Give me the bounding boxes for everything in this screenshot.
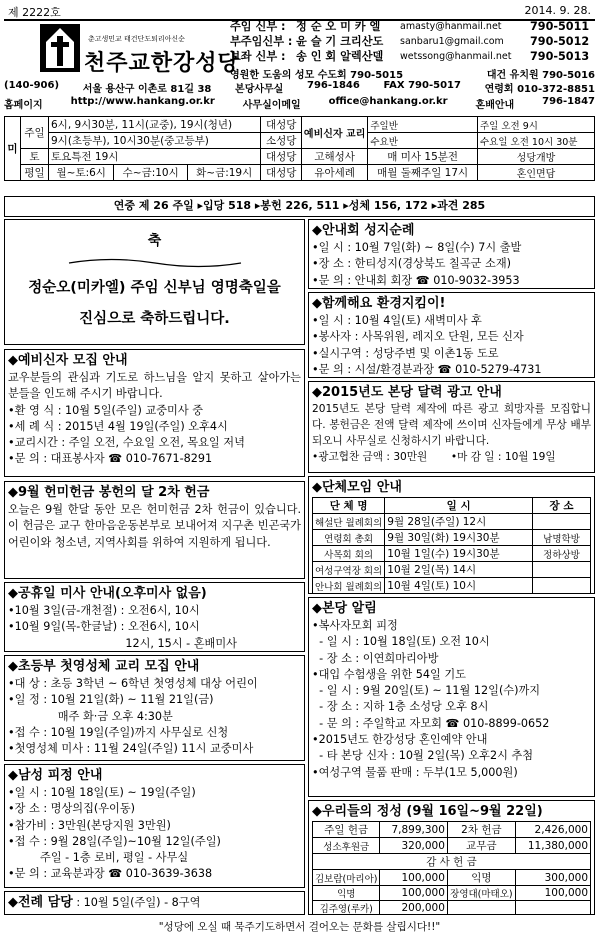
contact-line: 홈페이지 http://www.hankang.or.kr 사무실이메일 office@hankang.or.kr 혼배안내 796-1847 xyxy=(4,96,595,111)
holiday-mass-box: ◆공휴일 미사 안내(오후미사 없음) •10월 3일(금-개천절) : 오전6시, 10시 •10월 9일(목-한글날) : 오전6시, 10시 12시, 15시 - 혼배미사 xyxy=(4,582,305,652)
issue-number: 제 2222호 xyxy=(8,6,61,19)
environment-box: ◆함께해요 환경지킴이! •일 시 : 10월 4일(토) 새벽미사 후 •봉사자 : 사목위원, 레지오 단원, 모든 신자 •실시구역 : 성당주변 및 이촌1동 도로 •문 의 : 시설/환경분과장 ☎ 010-5279-4731 xyxy=(308,292,595,378)
emblem-text: 춘고생민교 태건단도퇴리아신순 xyxy=(88,35,185,43)
email-link[interactable]: office@hankang.or.kr xyxy=(328,96,448,107)
parish-notice-box: ◆본당 알림 •복사자모회 피정 - 일 시 : 10월 18일(토) 오전 10시 - 장 소 : 이연희마리아방 •대입 수험생을 위한 54일 기도 - 일 시 : 9월 20일(토) ~ 11월 12일(수)까지 - 장 소 : 지하 1층 소성당 오후 8시 - 문 의 : 주일학교 자모회 ☎ 010-8899-0652 •2015년도 한강성당 혼인예약 안내 - 타 본당 신자 : 10월 2일(목) 오후2시 추첨 •여성구역 물품 판매 : 두부(1모 5,000원) xyxy=(308,597,595,797)
rice-offering-box: ◆9월 헌미헌금 봉헌의 달 2차 헌금 오늘은 9월 한달 동안 모은 헌미헌금 2차 헌금이 있습니다. 이 헌금은 교구 한마음운동본부로 보내어져 지구촌 빈곤국가 어린이와 청소년, 지역사회를 위하여 지원하게 됩니다. xyxy=(4,481,305,579)
convent-line: 영원한 도움의 성모 수도회 790-5015 대건 유치원 790-5016 xyxy=(230,70,595,81)
offering-table: 주일 헌금 7,899,300 2차 헌금 2,426,000 성소후원금 320,000 교무금 11,380,000 감 사 헌 금 김보람(마리아) 100,000 익명 300,000 익명 100,000 장영대(마태오) 100,000 김주영(루카) 200,000 xyxy=(312,821,591,915)
groups-box: ◆단체모임 안내 단 체 명 일 시 장 소 해설단 월례회의 9월 28일(주일) 12시 연령회 총회 9월 30일(화) 19시30분 남명학방 사목회 회의 10월 1일(수) 19시30분 정하상방 여성구역장 회의 10월 2일(목) 14시 안나회 월례회의 10월 4일(토) 10시 xyxy=(308,476,595,594)
address-line: (140-906) 서울 용산구 이촌로 81길 38 본당사무실 796-1846 FAX 790-5017 연령회 010-372-8851 xyxy=(4,80,595,95)
calendar-ad-box: ◆2015년도 본당 달력 광고 안내 2015년도 본당 달력 제작에 따른 광고 희망자를 모집합니다. 봉헌금은 전액 달력 제작에 쓰이며 신자들에게 무상 배부되오니 사무실로 신청하시기 바랍니다. •광고협찬 금액 : 30만원 •마 감 일 : 10월 19일 xyxy=(308,381,595,473)
church-emblem-icon xyxy=(40,24,80,72)
parish-name: 천주교한강성당 xyxy=(84,51,240,76)
homepage-link[interactable]: http://www.hankang.or.kr xyxy=(70,96,215,107)
mass-schedule-table: 미 주일 6시, 9시30분, 11시(교중), 19시(청년) 대성당 예비신자 교리 주일반 주일 오전 9시 9시(초등부), 10시30분(중고등부) 소성당 수요반 수요일 오전 10시 30분 토 토요특전 19시 대성당 고해성사 매 미사 15분전 성당개방 평일 월~토:6시 수~금:10시 화~금:19시 대성당 유아세례 매월 둘째주일 17시 혼인면담 xyxy=(4,116,595,181)
issue-date: 2014. 9. 28. xyxy=(524,4,591,17)
staff-list: 주임 신부 : 정 순 오 미 카 엘 amasty@hanmail.net 790-5011 부주임신부 : 윤 슬 기 크리산도 sanbaru1@gmail.com 790-5012 보좌 신부 : 송 인 회 알렉산델 wetssong@hanmail.net 790-5013 xyxy=(230,20,590,63)
catechumen-box: ◆예비신자 모집 안내 교우분들의 관심과 기도로 하느님을 알지 못하고 살아가는 분들을 인도해 주시기 바랍니다. •환 영 식 : 10월 5일(주일) 교중미사 중 •세 례 식 : 2015년 4월 19일(주일) 오후4시 •교리시간 : 주일 오전, 수요일 오전, 목요일 저녁 •문 의 : 대표봉사자 ☎ 010-7671-8291 xyxy=(4,349,305,477)
mens-retreat-box: ◆남성 피정 안내 •일 시 : 10월 18일(토) ~ 19일(주일) •장 소 : 명상의집(우이동) •참가비 : 3만원(본당지원 3만원) •접 수 : 9월 28일(주일)~10월 12일(주일) 주일 - 1층 로비, 평일 - 사무실 •문 의 : 교육분과장 ☎ 010-3639-3638 xyxy=(4,764,305,888)
first-communion-box: ◆초등부 첫영성체 교리 모집 안내 •대 상 : 초등 3학년 ~ 6학년 첫영성체 대상 어린이 •일 정 : 10월 21일(화) ~ 11월 21일(금) 매주 화·금 오후 4:30분 •접 수 : 10월 19일(주일)까지 사무실로 신청 •첫영성체 미사 : 11월 24일(주일) 11시 교중미사 xyxy=(4,655,305,761)
weekly-stats: 연중 제 26 주일 ▸입당 518 ▸봉헌 226, 511 ▸성체 156, 172 ▸과견 285 xyxy=(4,196,595,217)
groups-table: 단 체 명 일 시 장 소 해설단 월례회의 9월 28일(주일) 12시 연령회 총회 9월 30일(화) 19시30분 남명학방 사목회 회의 10월 1일(수) 19시30분 정하상방 여성구역장 회의 10월 2일(목) 14시 안나회 월례회의 10월 4일(토) 10시 xyxy=(312,497,591,594)
congrats-box: 축 정순오(미카엘) 주임 신부님 영명축일을 진심으로 축하드립니다. xyxy=(4,219,305,345)
liturgy-box: ◆전례 담당 : 10월 5일(주일) - 8구역 xyxy=(4,891,305,915)
offering-box: ◆우리들의 정성 (9월 16일~9월 22일) 주일 헌금 7,899,300 2차 헌금 2,426,000 성소후원금 320,000 교무금 11,380,000 감 사 헌 금 김보람(마리아) 100,000 익명 300,000 익명 100,000 장영대(마태오) 100,000 김주영(루카) 200,000 xyxy=(308,800,595,915)
pilgrimage-box: ◆안내회 성지순례 •일 시 : 10월 7일(화) ~ 8일(수) 7시 출발 •장 소 : 한티성지(경상북도 칠곡군 소재) •문 의 : 안내회 회장 ☎ 010-9032-3953 xyxy=(308,219,595,289)
footer-slogan: "성당에 오실 때 묵주기도하면서 걸어오는 문화를 살립시다!!" xyxy=(158,921,441,933)
